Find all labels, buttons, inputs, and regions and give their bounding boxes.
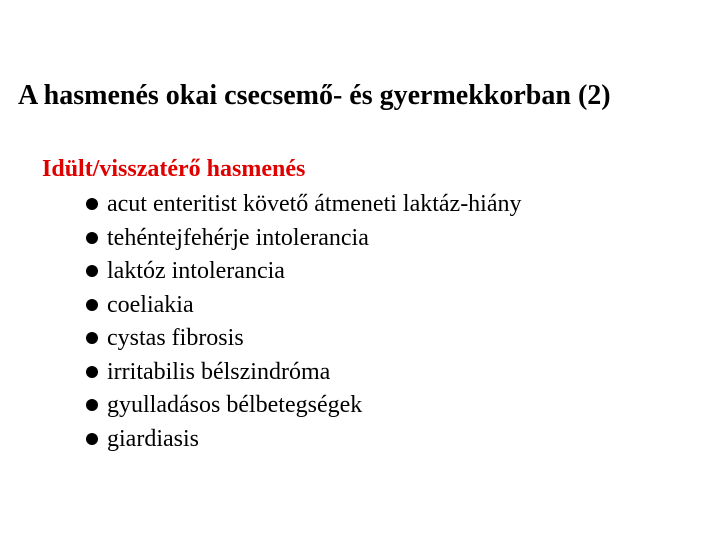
bullet-icon <box>86 366 98 378</box>
list-item-text: acut enteritist követő átmeneti laktáz-hiány <box>107 191 522 217</box>
list-item <box>86 356 522 390</box>
list-item-text: gyulladásos bélbetegségek <box>107 392 363 418</box>
list-item-text: coeliakia <box>107 291 194 318</box>
bullet-icon <box>86 198 98 210</box>
bullet-icon <box>86 265 98 277</box>
list-item-text: cystas fibrosis <box>107 325 244 351</box>
bullet-icon <box>86 332 98 344</box>
bullet-icon <box>86 433 98 445</box>
bullet-icon <box>86 232 98 244</box>
section-heading: Idült/visszatérő hasmenés <box>42 156 306 182</box>
slide-title: A hasmenés okai csecsemő- és gyermekkorban (2) <box>18 80 611 111</box>
list-item <box>86 389 522 423</box>
list-item-text: giardiasis <box>107 425 199 452</box>
list-item-text: laktóz intolerancia <box>107 258 285 284</box>
list-item-text: tehéntejfehérje intolerancia <box>107 224 369 251</box>
bullet-icon <box>86 299 98 311</box>
cause-list <box>86 188 522 456</box>
list-item <box>86 423 522 457</box>
list-item <box>86 222 522 256</box>
list-item <box>86 289 522 323</box>
list-item <box>86 255 522 289</box>
list-item-text: irritabilis bélszindróma <box>107 358 331 385</box>
list-item <box>86 322 522 356</box>
list-item <box>86 188 522 222</box>
bullet-icon <box>86 399 98 411</box>
